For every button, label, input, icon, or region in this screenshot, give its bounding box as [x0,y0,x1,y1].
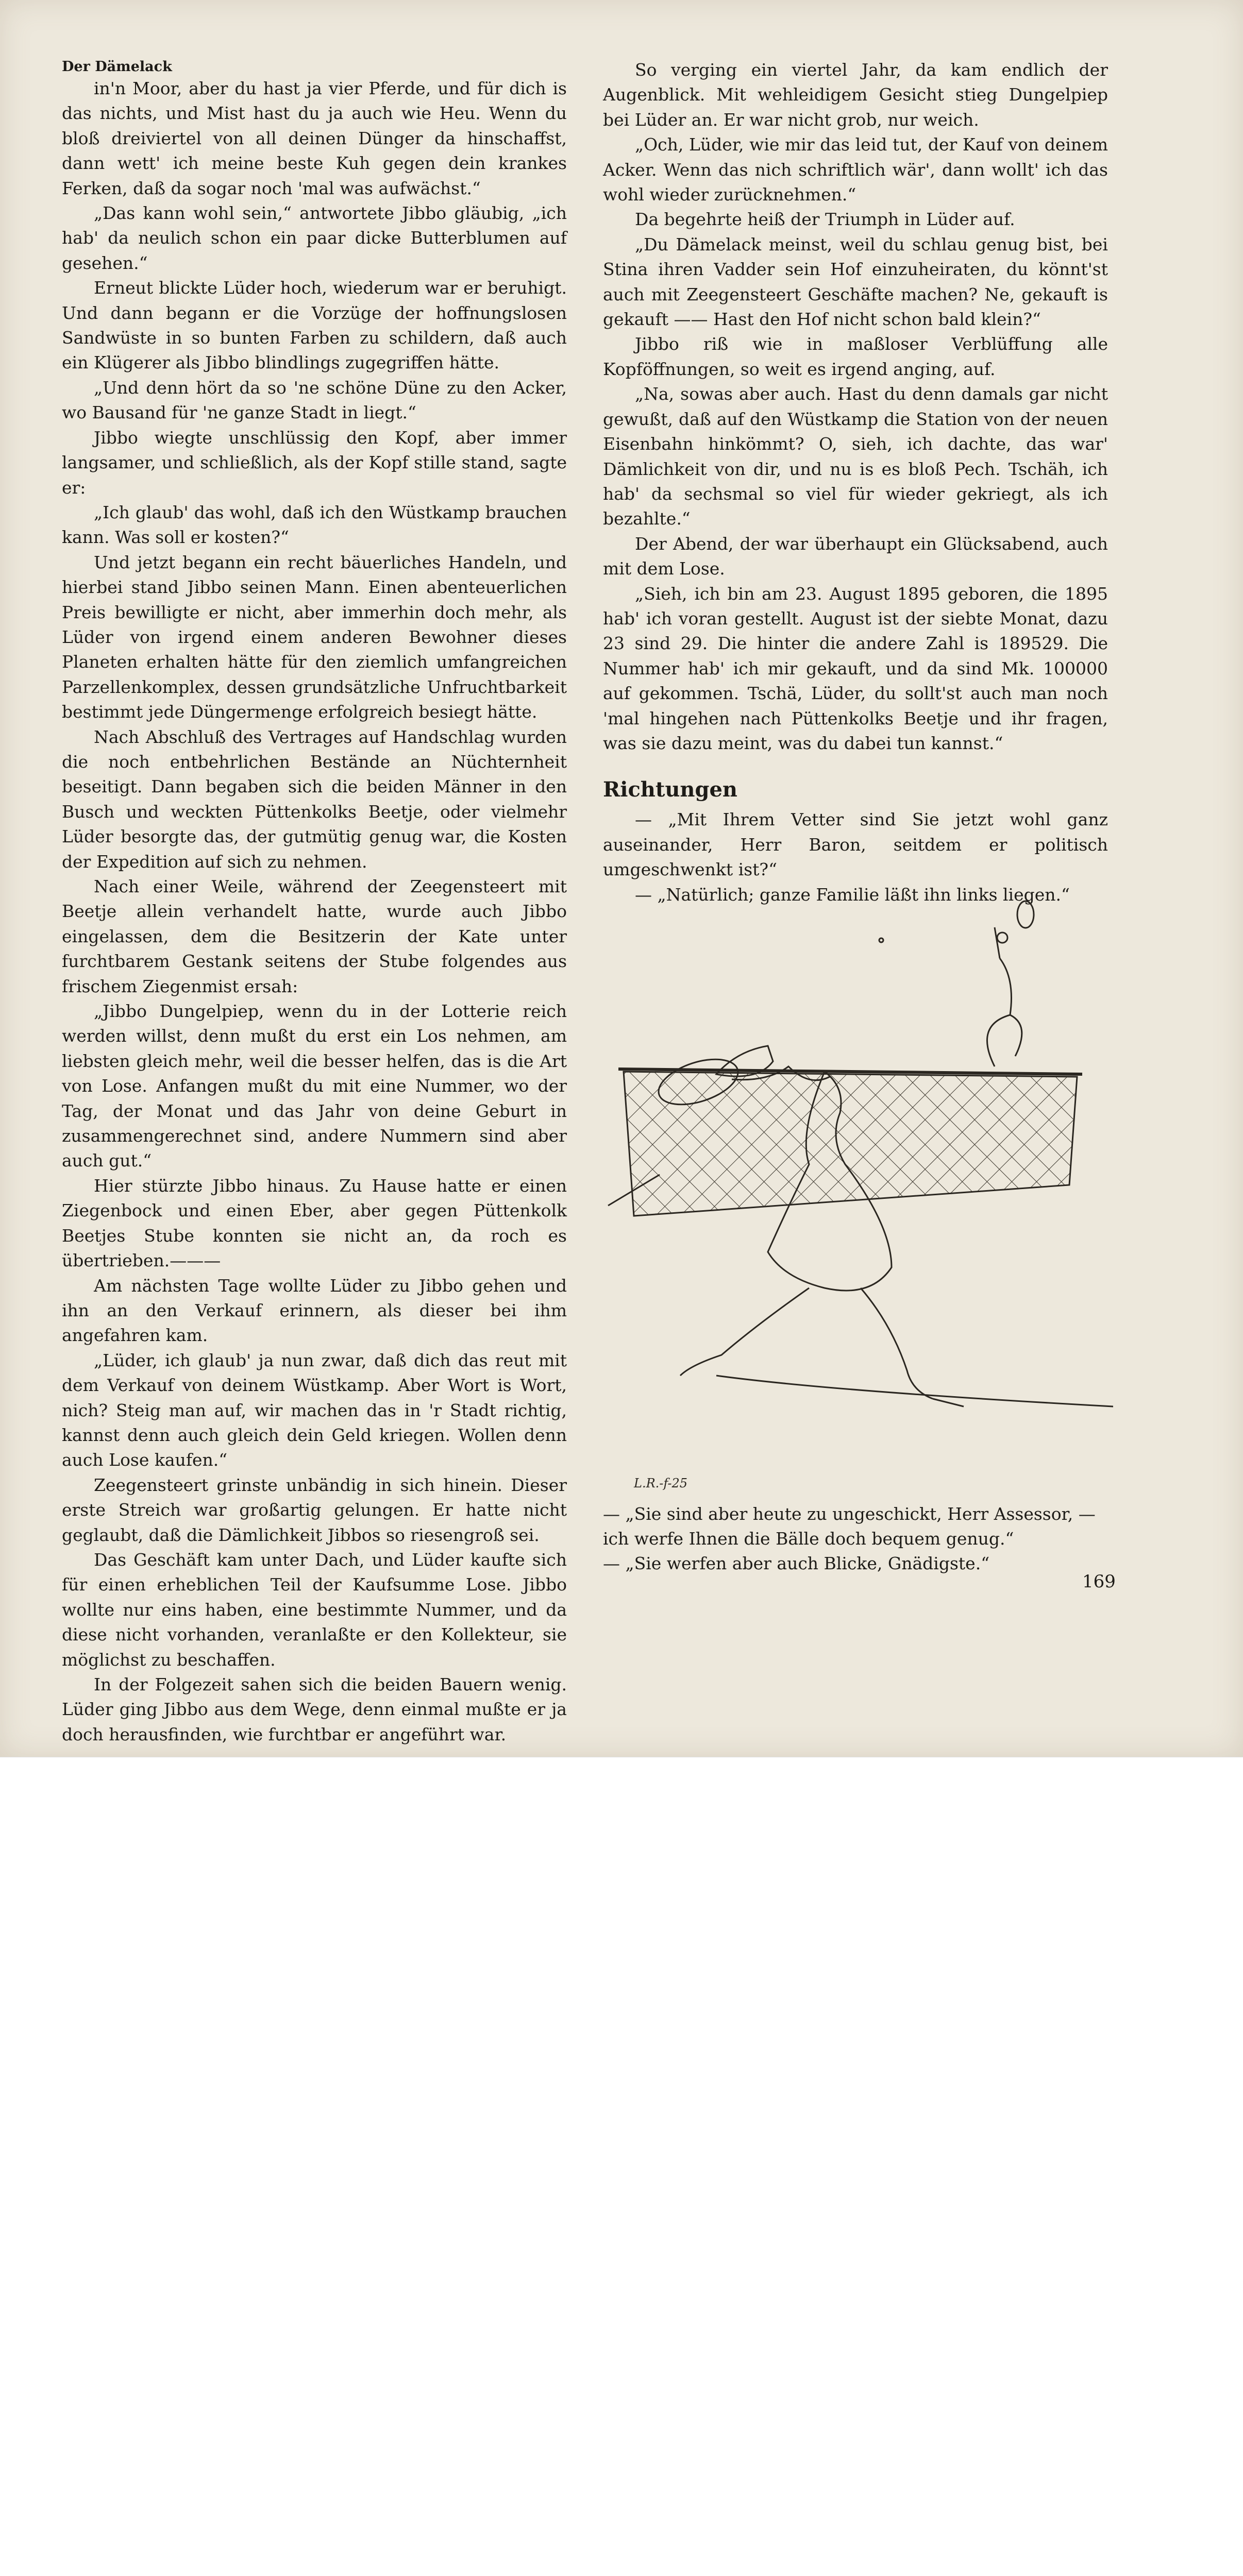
left-column [62,58,567,1747]
paragraph: Zeegensteert grinste unbändig in sich hinein. Dieser erste Streich war großartig gelungen. Er hatte nicht geglaubt, daß die Dämlichkeit Jibbos so riesengroß sei. [62,1475,567,1545]
page-number: 169 [1082,1571,1116,1592]
right-column [603,58,1108,907]
paragraph: „Na, sowas aber auch. Hast du denn damals gar nicht gewußt, daß auf den Wüstkamp die Station von der neuen Eisenbahn hinkömmt? O, sieh, ich dachte, das war' Dämlichkeit von dir, und nu is es bloß Pech. Tschäh, ich hab' da sechsmal so viel für wieder gekriegt, als ich bezahlte.“ [603,384,1108,529]
paragraph: In der Folgezeit sahen sich die beiden Bauern wenig. Lüder ging Jibbo aus dem Wege, denn einmal mußte er ja doch herausfinden, wie furchtbar er angeführt war. [62,1674,567,1744]
artist-signature: L.R.-f-25 [634,1476,688,1490]
footer-bar [0,1757,1243,1845]
joke-line: — „Mit Ihrem Vetter sind Sie jetzt wohl ganz auseinander, Herr Baron, seitdem er politisch umgeschwenkt ist?“ [603,809,1108,880]
paragraph: „Och, Lüder, wie mir das leid tut, der Kauf von deinem Acker. Wenn das nich schriftlich wär', dann wollt' ich das wohl wieder zurücknehmen.“ [603,134,1108,205]
paragraph: Das Geschäft kam unter Dach, und Lüder kaufte sich für einen erheblichen Teil der Kaufsumme Lose. Jibbo wollte nur eins haben, eine bestimmte Nummer, und da diese nicht vorhanden, veranlaßte er den Kollekteur, sie möglichst zu beschaffen. [62,1549,567,1670]
paragraph: Der Abend, der war überhaupt ein Glücksabend, auch mit dem Lose. [603,533,1108,579]
paragraph: Am nächsten Tage wollte Lüder zu Jibbo gehen und ihn an den Verkauf erinnern, als dieser bei ihm angefahren kam. [62,1275,567,1346]
caption-line: — „Sie sind aber heute zu ungeschickt, Herr Assessor, — ich werfe Ihnen die Bälle doch bequem genug.“ [603,1504,1096,1549]
caption-line: — „Sie werfen aber auch Blicke, Gnädigste.“ [603,1553,990,1573]
paragraph: „Du Dämelack meinst, weil du schlau genug bist, bei Stina ihren Vadder sein Hof einzuheiraten, du könnt'st auch mit Zeegensteert Geschäfte machen? Ne, gekauft is gekauft —— Hast den Hof nicht schon bald klein?“ [603,234,1108,330]
tennis-illustration [603,896,1113,1499]
paragraph: Nach Abschluß des Vertrages auf Handschlag wurden die noch entbehrlichen Bestände an Nüchternheit beseitigt. Dann begaben sich die beiden Männer in den Busch und weckten Püttenkolks Beetje, oder vielmehr Lüder besorgte das, der gutmütig genug war, die Kosten der Expedition auf sich zu nehmen. [62,726,567,872]
paragraph: „Sieh, ich bin am 23. August 1895 geboren, die 1895 hab' ich voran gestellt. August ist der siebte Monat, dazu 23 sind 29. Die hinter die andere Zahl is 189529. Die Nummer hab' ich mir gekauft, und da sind Mk. 100000 auf gekommen. Tschä, Lüder, du sollt'st auch man noch 'mal hingehen nach Püttenkolks Beetje und ihr fragen, was sie dazu meint, was du dabei tun kannst.“ [603,583,1108,753]
paragraph: in'n Moor, aber du hast ja vier Pferde, und für dich is das nichts, und Mist hast du ja auch wie Heu. Wenn du bloß dreiviertel von all deinen Dünger da hinschaffst, dann wett' ich meine beste Kuh gegen dein krankes Ferken, daß da sogar noch 'mal was aufwächst.“ [62,78,567,198]
running-head: Der Dämelack [62,59,172,75]
paragraph: „Lüder, ich glaub' ja nun zwar, daß dich das reut mit dem Verkauf von deinem Wüstkamp. Aber Wort is Wort, nich? Steig man auf, wir machen das in 'r Stadt richtig, kannst denn auch gleich dein Geld kriegen. Wollen denn auch Lose kaufen.“ [62,1350,567,1470]
section-title: Richtungen [603,777,738,802]
paragraph: „Jibbo Dungelpiep, wenn du in der Lotterie reich werden willst, denn mußt du erst ein Los nehmen, am liebsten gleich mehr, weil die besser helfen, das is die Art von Lose. Anfangen mußt du mit eine Nummer, wo der Tag, der Monat und das Jahr von deine Geburt in zusammengerechnet sind, andere Nummern sind aber auch gut.“ [62,1001,567,1171]
paragraph: „Und denn hört da so 'ne schöne Düne zu den Acker, wo Bausand für 'ne ganze Stadt in liegt.“ [62,377,567,423]
paragraph: Da begehrte heiß der Triumph in Lüder auf. [635,209,1015,230]
paragraph: Hier stürzte Jibbo hinaus. Zu Hause hatte er einen Ziegenbock und einen Eber, aber gegen Püttenkolk Beetjes Stube konnten sie nicht an, da roch es übertrieben.——— [62,1175,567,1271]
paragraph: Erneut blickte Lüder hoch, wiederum war er beruhigt. Und dann begann er die Vorzüge der hoffnungslosen Sandwüste in so bunten Farben zu schildern, daß auch ein Klügerer als Jibbo blindlings zugegriffen hätte. [62,278,567,373]
paragraph: Jibbo wiegte unschlüssig den Kopf, aber immer langsamer, und schließlich, als der Kopf stille stand, sagte er: [62,427,567,498]
paragraph: „Das kann wohl sein,“ antwortete Jibbo gläubig, „ich hab' da neulich schon ein paar dicke Butterblumen auf gesehen.“ [62,203,567,273]
paragraph: Und jetzt begann ein recht bäuerliches Handeln, und hierbei stand Jibbo seinen Mann. Einen abenteuerlichen Preis bewilligte er nicht, aber immerhin doch mehr, als Lüder von irgend einem anderen Bewohner dieses Planeten erhalten hätte für den ziemlich umfangreichen Parzellenkomplex, dessen grundsätzliche Unfruchtbarkeit bestimmt jede Düngermenge erfolgreich besiegt hätte. [62,552,567,722]
paragraph: So verging ein viertel Jahr, da kam endlich der Augenblick. Mit wehleidigem Gesicht stieg Dungelpiep bei Lüder an. Er war nicht grob, nur weich. [603,60,1108,130]
paragraph: „Ich glaub' das wohl, daß ich den Wüstkamp brauchen kann. Was soll er kosten?“ [62,502,567,548]
paragraph: Nach einer Weile, während der Zeegensteert mit Beetje allein verhandelt hatte, wurde auch Jibbo eingelassen, dem die Besitzerin der Kate unter furchtbarem Gestank seitens der Stube folgendes aus frischem Ziegenmist ersah: [62,876,567,996]
caption [603,1502,1113,1576]
joke-line: — „Natürlich; ganze Familie läßt ihn links liegen.“ [635,884,1070,905]
paragraph: Jibbo riß wie in maßloser Verblüffung alle Kopföffnungen, so weit es irgend anging, auf. [603,334,1108,379]
